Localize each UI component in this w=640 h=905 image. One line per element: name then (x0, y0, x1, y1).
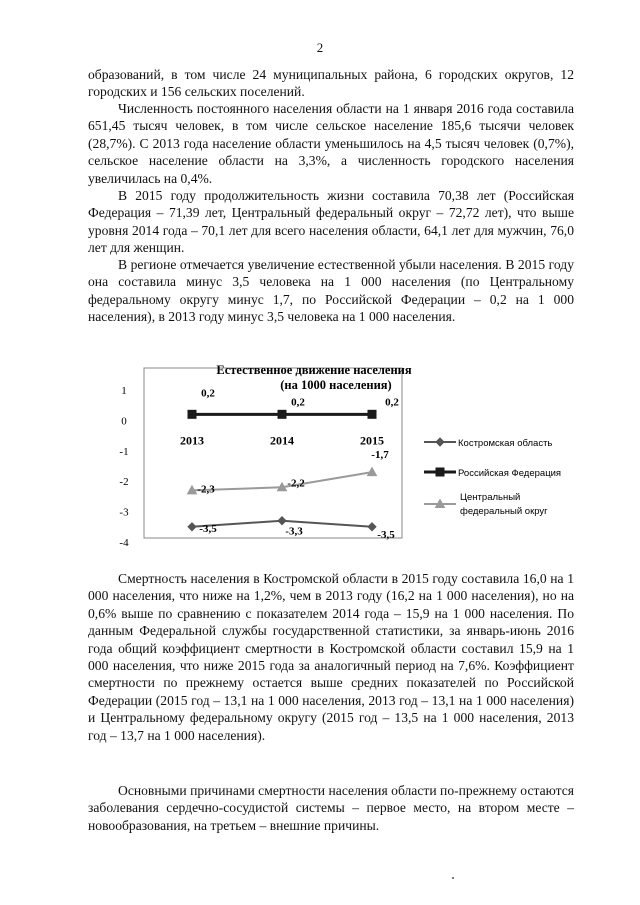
data-label: -1,7 (371, 449, 389, 462)
legend-marker (436, 468, 444, 476)
data-point (368, 468, 377, 476)
data-label: -2,2 (287, 477, 305, 490)
data-label: 0,2 (201, 387, 215, 400)
chart-subtitle: (на 1000 населения) (280, 378, 392, 392)
y-tick-label: -1 (119, 445, 129, 458)
paragraph-1: образований, в том числе 24 муниципальных района, 6 городских округов, 12 городских и 156 сельских поселений. (88, 67, 574, 100)
data-label: -3,5 (377, 528, 395, 541)
data-label: -2,3 (197, 483, 215, 496)
x-category-label: 2014 (270, 433, 294, 448)
plot-frame (144, 368, 402, 538)
data-point (278, 517, 286, 525)
scan-artifact (452, 877, 454, 879)
paragraph-6: Основными причинами смертности населения области по-прежнему остаются заболевания сердечно-сосудистой системы – первое место, на втором месте – новообразования, на третьем – внешние причины. (88, 783, 574, 833)
data-label: 0,2 (291, 396, 305, 409)
data-point (368, 410, 376, 418)
paragraph-4: В регионе отмечается увеличение естественной убыли населения. В 2015 году она составила минус 3,5 человека на 1 000 населения (по Центральному федеральному округу минус 1,7, по Российской Федерации – 0,2 на 1 000 населения), в 2013 году минус 3,5 человека на 1 000 населения. (88, 257, 574, 325)
chart-svg (104, 354, 574, 554)
data-label: 0,2 (385, 396, 399, 409)
y-tick-label: -2 (119, 476, 129, 489)
legend-marker (436, 438, 444, 446)
data-point (368, 523, 376, 531)
data-label: -3,5 (199, 522, 217, 535)
page-number: 2 (316, 40, 324, 55)
legend-label: федеральный округ (460, 506, 548, 517)
natural-movement-chart (104, 354, 574, 554)
paragraph-2: Численность постоянного населения области на 1 января 2016 года составила 651,45 тысяч человек, в том числе сельское население 185,6 тысячи человек (28,7%). С 2013 года население области уменьшилось на 4,5 тысяч человек (0,7%), сельское население области на 3,3%, а численность городского населения увеличилась на 0,4%. (88, 101, 574, 186)
legend-label: Костромская область (458, 438, 553, 449)
chart-title: Естественное движение населения (216, 363, 412, 377)
x-category-label: 2013 (180, 433, 204, 448)
legend-label: Российская Федерация (458, 468, 562, 479)
legend-label: Центральный (460, 492, 521, 503)
y-tick-label: 1 (121, 385, 127, 397)
y-tick-label: -3 (119, 506, 129, 519)
data-label: -3,3 (285, 525, 303, 538)
data-point (188, 523, 196, 531)
y-tick-label: -4 (119, 537, 129, 549)
x-category-label: 2015 (360, 433, 384, 448)
data-point (278, 410, 286, 418)
paragraph-5: Смертность населения в Костромской области в 2015 году составила 16,0 на 1 000 населения, что ниже на 1,2%, чем в 2013 году (16,2 на 1 000 населения), но на 0,6% выше по сравнению с показателем 2014 года – 15,9 на 1 000 населения. По данным Федеральной службы государственной статистики, за январь-июнь 2016 года общий коэффициент смертности в Костромской области составил 15,9 на 1 000 населения, что ниже 2015 года за аналогичный период на 7,6%. Коэффициент смертности по прежнему остается выше средних показателей по Российской Федерации (2015 год – 13,1 на 1 000 населения, 2013 год – 13,1 на 1 000 населения) и Центральному федеральному округу (2015 год – 13,5 на 1 000 населения, 2013 год – 13,7 на 1 000 населения). (88, 571, 574, 743)
y-tick-label: 0 (121, 415, 127, 428)
paragraph-3: В 2015 году продолжительность жизни составила 70,38 лет (Российская Федерация – 71,39 лет, Центральный федеральный округ – 72,72 лет), что выше уровня 2014 года – 70,1 лет для всего населения области, 64,1 лет для мужчин, 76,0 лет для женщин. (88, 188, 574, 256)
data-point (188, 410, 196, 418)
